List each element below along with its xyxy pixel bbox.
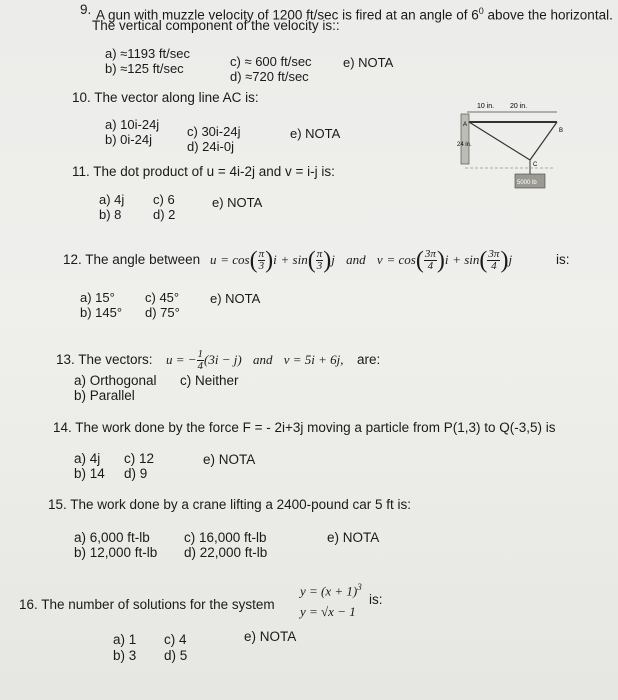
- q9-number: 9.: [80, 2, 92, 17]
- q12-option-d: d) 75°: [145, 305, 180, 320]
- label-b: B: [559, 128, 564, 134]
- q15-question: 15. The work done by a crane lifting a 2400-pound car 5 ft is:: [48, 497, 411, 512]
- q12-option-e: e) NOTA: [210, 291, 261, 306]
- q16-option-c: c) 4: [164, 632, 187, 647]
- q16-option-e: e) NOTA: [244, 629, 297, 644]
- q11-option-d: d) 2: [153, 207, 176, 222]
- q16-equation-1: $y = (x + 1)^3$: [300, 582, 362, 599]
- q13-prefix: 13. The vectors:: [56, 352, 153, 367]
- q9-option-a: a) ≈1193 ft/sec: [105, 46, 190, 61]
- q16-option-b: b) 3: [113, 648, 137, 663]
- q9-option-c: c) ≈ 600 ft/sec: [230, 54, 312, 69]
- q9-option-b: b) ≈125 ft/sec: [105, 61, 184, 76]
- q11-option-c: c) 6: [153, 192, 175, 207]
- q14-option-c: c) 12: [124, 451, 155, 466]
- q12-prefix: 12. The angle between: [63, 252, 201, 267]
- q11-option-b: b) 8: [99, 207, 122, 222]
- dim-label-left: 10 in.: [477, 103, 495, 110]
- q12-suffix: is:: [556, 252, 570, 267]
- q13-option-a: a) Orthogonal: [74, 373, 157, 388]
- member-bc: [530, 122, 557, 160]
- q12-option-c: c) 45°: [145, 290, 180, 305]
- dim-label-vertical: 24 in.: [457, 142, 472, 148]
- q16-option-a: a) 1: [113, 632, 137, 647]
- q15-option-d: d) 22,000 ft-lb: [184, 545, 268, 560]
- q13-option-b: b) Parallel: [74, 388, 135, 403]
- q12-formula: u = cos( $\frac{\pi}{3}$ )i + sin( $\frac{\pi}{3}$ )j and v = cos( $\frac{3\pi}{4}$ )i + sin( $\frac{3\pi}{4}$ )j: [210, 247, 513, 274]
- q9-option-d: d) ≈720 ft/sec: [230, 69, 309, 84]
- dim-label-right: 20 in.: [510, 103, 528, 110]
- q13-option-c: c) Neither: [180, 373, 239, 388]
- q16-suffix: is:: [369, 592, 383, 607]
- label-c: C: [533, 162, 538, 168]
- q10-option-d: d) 24i-0j: [187, 139, 234, 154]
- q14-question: 14. The work done by the force F = - 2i+3j moving a particle from P(1,3) to Q(-3,5) is: [53, 420, 556, 435]
- q9-text-line2: The vertical component of the velocity is::: [92, 18, 340, 33]
- q13-suffix: are:: [357, 352, 381, 367]
- q12-option-a: a) 15°: [80, 290, 115, 305]
- q11-option-e: e) NOTA: [212, 195, 263, 210]
- q10-option-b: b) 0i-24j: [105, 132, 152, 147]
- label-a: A: [463, 122, 468, 128]
- q16-option-d: d) 5: [164, 648, 188, 663]
- q9-text-line1: A gun with muzzle velocity of 1200 ft/sec is fired at an angle of $6^0$ above the horizontal.: [96, 6, 613, 23]
- q11-question: 11. The dot product of u = 4i-2j and v = i-j is:: [72, 164, 335, 179]
- q11-option-a: a) 4j: [99, 192, 125, 207]
- q10-option-c: c) 30i-24j: [187, 124, 241, 139]
- q14-option-e: e) NOTA: [203, 452, 256, 467]
- q15-option-b: b) 12,000 ft-lb: [74, 545, 158, 560]
- member-ac: [469, 122, 530, 160]
- truss-diagram: [455, 98, 570, 193]
- q15-option-c: c) 16,000 ft-lb: [184, 530, 267, 545]
- weight-label: 5000 lb: [517, 180, 537, 186]
- q10-option-e: e) NOTA: [290, 126, 341, 141]
- q15-option-e: e) NOTA: [327, 530, 380, 545]
- q14-option-a: a) 4j: [74, 451, 101, 466]
- q14-option-d: d) 9: [124, 466, 148, 481]
- q13-formula: u = − $\frac{1}{4}$ (3i − j) and v = 5i + 6j,: [166, 347, 344, 372]
- q16-equation-2: y = √x − 1: [300, 604, 356, 619]
- q9-option-e: e) NOTA: [343, 55, 394, 70]
- q15-option-a: a) 6,000 ft-lb: [74, 530, 150, 545]
- q12-option-b: b) 145°: [80, 305, 123, 320]
- q16-question: 16. The number of solutions for the system: [19, 597, 275, 612]
- q14-option-b: b) 14: [74, 466, 105, 481]
- q10-option-a: a) 10i-24j: [105, 117, 160, 132]
- q10-question: 10. The vector along line AC is:: [72, 90, 259, 105]
